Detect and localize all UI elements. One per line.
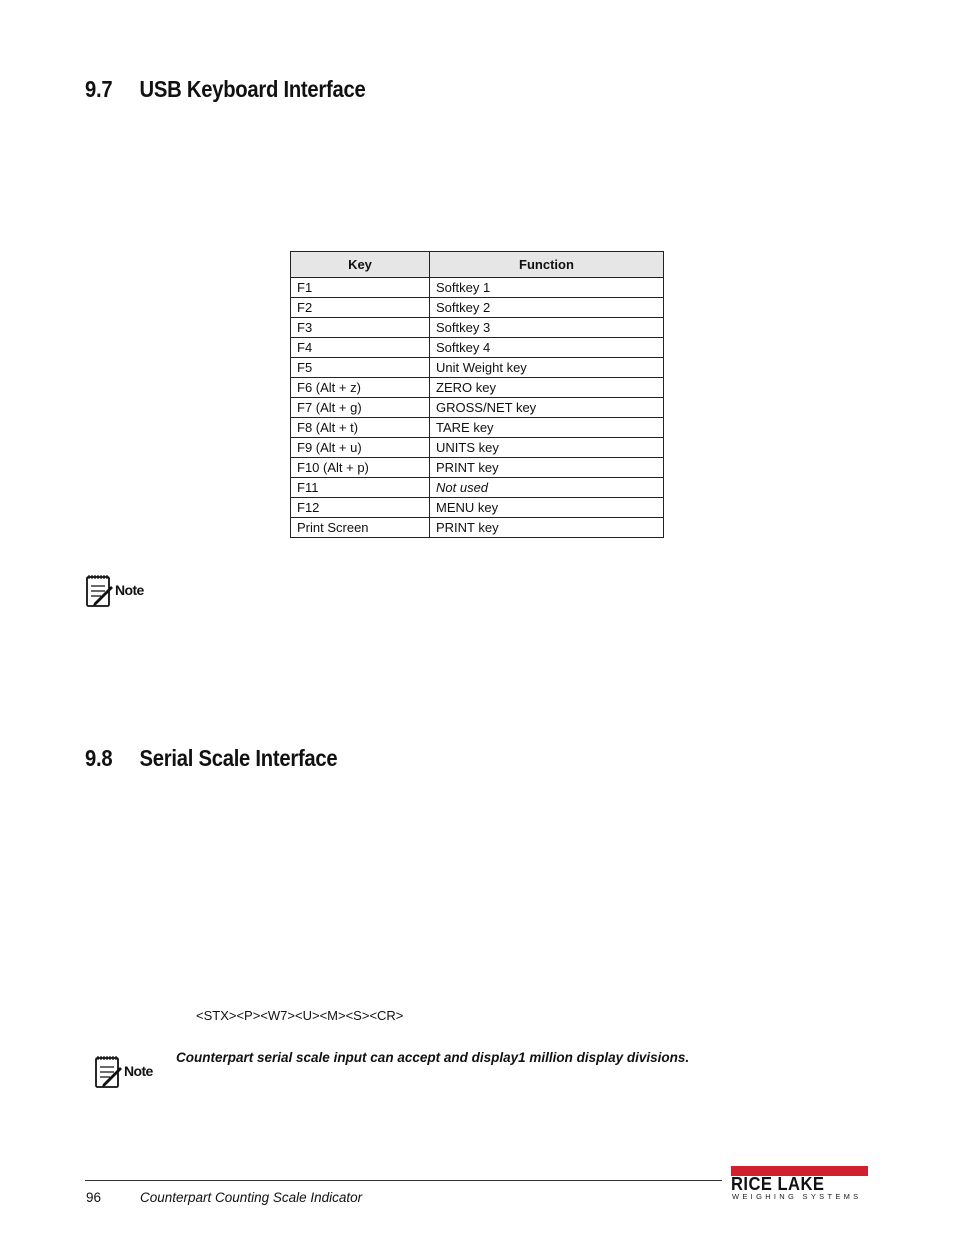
- key-cell: F3: [291, 318, 430, 338]
- table-row: [291, 358, 664, 378]
- section-title: USB Keyboard Interface: [139, 76, 366, 102]
- key-cell: F12: [291, 498, 430, 518]
- key-cell: Print Screen: [291, 518, 430, 538]
- table-row: [291, 338, 664, 358]
- note-text: Counterpart serial scale input can accept and display1 million display divisions.: [176, 1050, 690, 1065]
- table-row: [291, 498, 664, 518]
- logo-sub-text: WEIGHING SYSTEMS: [732, 1192, 862, 1201]
- function-cell: Softkey 1: [430, 278, 664, 298]
- key-cell: F7 (Alt + g): [291, 398, 430, 418]
- table-row: [291, 418, 664, 438]
- note-callout: [84, 574, 156, 610]
- column-header-key: Key: [291, 252, 430, 278]
- table-header-row: [291, 252, 664, 278]
- usb-keyboard-key-table: [290, 251, 664, 538]
- function-cell: PRINT key: [430, 518, 664, 538]
- notepad-icon: [84, 574, 114, 610]
- table-row: [291, 518, 664, 538]
- key-cell: F10 (Alt + p): [291, 458, 430, 478]
- function-cell: TARE key: [430, 418, 664, 438]
- section-heading-9-8: [85, 745, 337, 772]
- key-cell: F1: [291, 278, 430, 298]
- function-cell: Softkey 4: [430, 338, 664, 358]
- table-row: [291, 278, 664, 298]
- function-cell: ZERO key: [430, 378, 664, 398]
- function-cell: PRINT key: [430, 458, 664, 478]
- note-label: Note: [115, 582, 144, 598]
- document-title: Counterpart Counting Scale Indicator: [140, 1190, 363, 1205]
- table-row: [291, 318, 664, 338]
- page-number: 96: [86, 1190, 102, 1205]
- note-callout: [93, 1055, 165, 1091]
- table-row: [291, 458, 664, 478]
- column-header-function: Function: [430, 252, 664, 278]
- function-cell: Not used: [430, 478, 664, 498]
- key-cell: F9 (Alt + u): [291, 438, 430, 458]
- table-row: [291, 478, 664, 498]
- footer-divider: [85, 1180, 722, 1181]
- notepad-icon: [93, 1055, 123, 1091]
- function-cell: Softkey 2: [430, 298, 664, 318]
- note-label: Note: [124, 1063, 153, 1079]
- section-title: Serial Scale Interface: [139, 745, 338, 771]
- table-row: [291, 438, 664, 458]
- function-cell: Unit Weight key: [430, 358, 664, 378]
- table-row: [291, 378, 664, 398]
- table-row: [291, 298, 664, 318]
- key-cell: F4: [291, 338, 430, 358]
- serial-command-format: <STX><P><W7><U><M><S><CR>: [196, 1008, 404, 1023]
- key-cell: F11: [291, 478, 430, 498]
- function-cell: MENU key: [430, 498, 664, 518]
- rice-lake-logo: [731, 1166, 868, 1202]
- function-cell: UNITS key: [430, 438, 664, 458]
- key-cell: F8 (Alt + t): [291, 418, 430, 438]
- key-cell: F5: [291, 358, 430, 378]
- key-cell: F6 (Alt + z): [291, 378, 430, 398]
- section-number: 9.7: [85, 76, 113, 102]
- function-cell: GROSS/NET key: [430, 398, 664, 418]
- table-row: [291, 398, 664, 418]
- key-cell: F2: [291, 298, 430, 318]
- logo-brand-text: RICE LAKE: [731, 1174, 825, 1194]
- section-heading-9-7: [85, 76, 365, 103]
- function-cell: Softkey 3: [430, 318, 664, 338]
- section-number: 9.8: [85, 745, 113, 771]
